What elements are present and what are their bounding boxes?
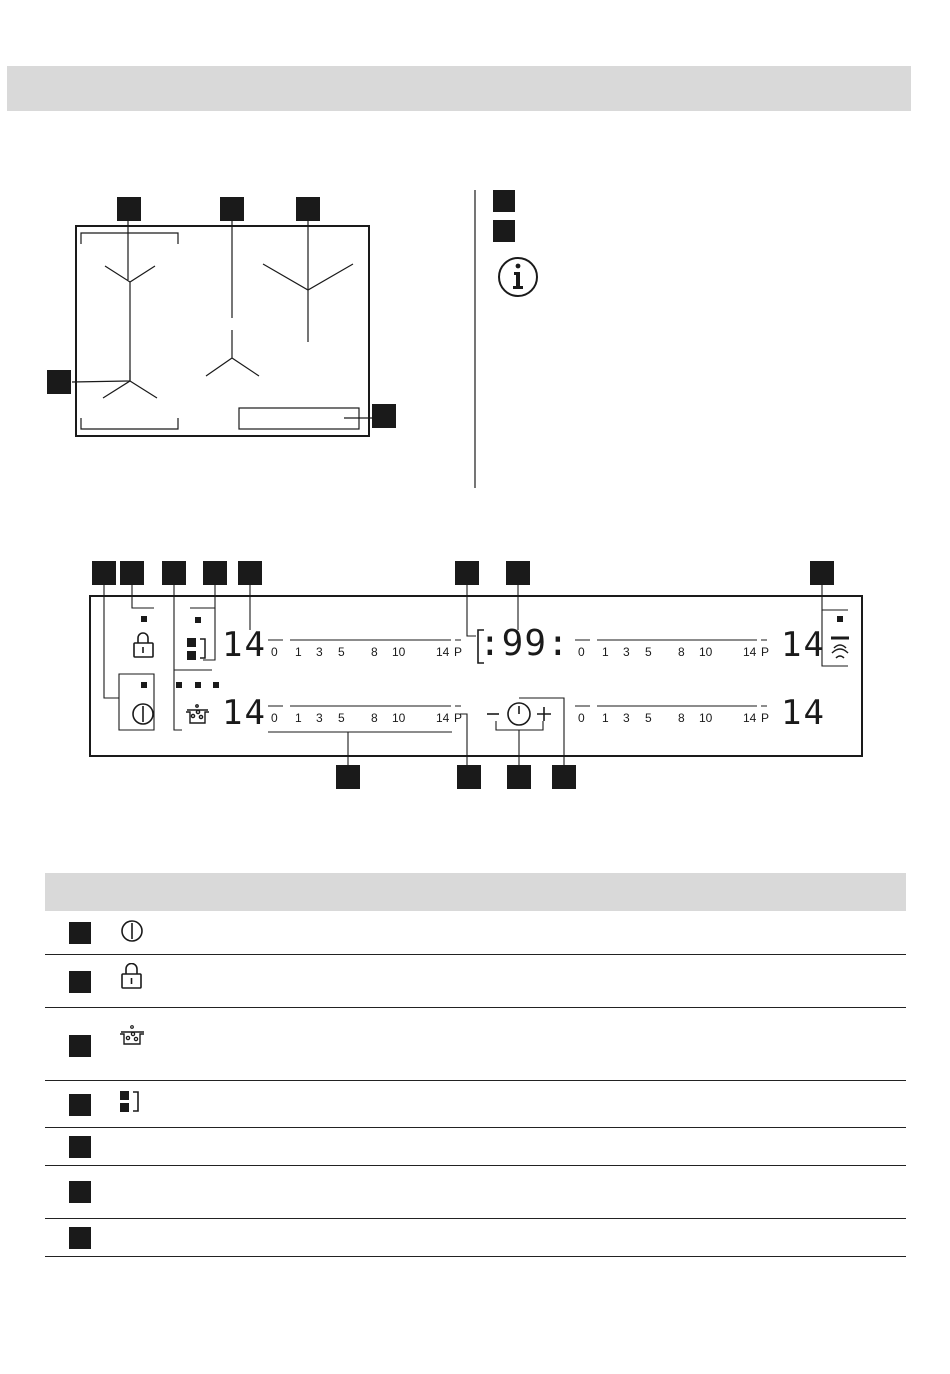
pot-bubbles-icon — [119, 1020, 147, 1048]
power-scale-label[interactable]: 0 — [578, 711, 585, 725]
row-number-square — [69, 1035, 91, 1057]
info-icon — [499, 258, 537, 296]
power-scale-label[interactable]: 1 — [295, 645, 302, 659]
power-icon — [133, 704, 153, 724]
power-scale-label[interactable]: P — [761, 645, 770, 659]
power-scale-label[interactable]: 8 — [371, 645, 378, 659]
power-scale-label[interactable]: 5 — [645, 645, 652, 659]
power-scale-label[interactable]: 3 — [623, 645, 630, 659]
table-row — [45, 1128, 906, 1166]
power-scale-label[interactable]: 10 — [699, 645, 713, 659]
table-row — [45, 955, 906, 1008]
power-scale-label[interactable]: 10 — [392, 711, 406, 725]
power-scale-label[interactable]: 0 — [578, 645, 585, 659]
power-scale-label[interactable]: 8 — [678, 711, 685, 725]
table-header — [45, 873, 906, 911]
power-scale-label[interactable]: 14 — [743, 645, 757, 659]
timer-plus-icon — [537, 707, 551, 721]
legend-square — [493, 220, 515, 242]
power-scale-label[interactable]: P — [454, 711, 463, 725]
control-panel-diagram — [90, 596, 862, 756]
table-row — [45, 1219, 906, 1257]
power-scale-label[interactable]: 5 — [645, 711, 652, 725]
hood-icon — [831, 638, 849, 658]
power-scale-label[interactable]: 14 — [743, 711, 757, 725]
zone-display-top-right: 14 — [781, 625, 826, 665]
row-number-square — [69, 922, 91, 944]
bridge-icon — [187, 638, 205, 660]
table-row — [45, 1008, 906, 1081]
power-scale-label[interactable]: 0 — [271, 645, 278, 659]
power-scale-label[interactable]: 14 — [436, 645, 450, 659]
power-scale-label[interactable]: 5 — [338, 645, 345, 659]
table-row — [45, 911, 906, 955]
lock-icon — [119, 963, 147, 991]
power-scale-label[interactable]: 3 — [623, 711, 630, 725]
bridge-icon — [119, 1089, 147, 1117]
power-scale-label[interactable]: 10 — [392, 645, 406, 659]
zone-display-top-left: 14 — [222, 625, 267, 665]
power-scale-label[interactable]: 3 — [316, 645, 323, 659]
pot-bubbles-icon — [186, 705, 209, 723]
timer-display: :99: — [479, 623, 570, 664]
power-scale-label[interactable]: 8 — [678, 645, 685, 659]
power-scale-label[interactable]: 1 — [602, 645, 609, 659]
cooktop-diagram — [72, 218, 372, 436]
power-scale-label[interactable]: 3 — [316, 711, 323, 725]
power-icon — [119, 917, 147, 945]
table-row — [45, 1166, 906, 1219]
row-number-square — [69, 1227, 91, 1249]
row-number-square — [69, 1136, 91, 1158]
row-number-square — [69, 971, 91, 993]
power-scale-label[interactable]: 1 — [295, 711, 302, 725]
legend-square — [493, 190, 515, 212]
zone-display-bottom-right: 14 — [781, 693, 826, 733]
zone-display-bottom-left: 14 — [222, 693, 267, 733]
power-scale-label[interactable]: P — [454, 645, 463, 659]
power-scale-label[interactable]: 0 — [271, 711, 278, 725]
power-scale-label[interactable]: P — [761, 711, 770, 725]
power-scale-label[interactable]: 1 — [602, 711, 609, 725]
power-scale-label[interactable]: 5 — [338, 711, 345, 725]
cooktop-callouts — [47, 197, 396, 428]
row-number-square — [69, 1181, 91, 1203]
power-scale-label[interactable]: 8 — [371, 711, 378, 725]
power-scale-label[interactable]: 10 — [699, 711, 713, 725]
power-scale-label[interactable]: 14 — [436, 711, 450, 725]
row-number-square — [69, 1094, 91, 1116]
table-row — [45, 1081, 906, 1128]
timer-icon — [508, 703, 530, 725]
lock-icon — [134, 633, 153, 657]
